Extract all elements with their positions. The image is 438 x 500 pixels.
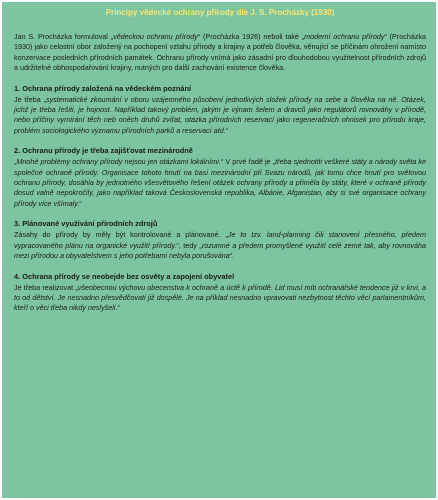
section-quote: rozumné a předem promyšlené využití celé zemé tak, aby rovnováha mezi přírodou a obyvatelstvem s jeho potřebami nebyla porušována [14,240,426,261]
section-text: Je třeba „ [14,94,46,104]
info-panel [2,2,436,498]
intro-text-5: “ (Procházka 1930) jako celostní obor založený na pochopení vztahu přírody a krajiny a potřeb člověka, věnující se příčinám ohrožení namísto konzervace posledních přírodních památek. Ochranu přírody vnímá jako zásadní pro dlouhodobou využitelnost přírodních zdrojů a udržitelné obhospodařování krajiny, nutných pro další zachování existence člověka. [14,32,426,73]
section-quote: všeobecnou výchovu obecenstva k ochraně a úctě k přírodě. Lid musí míti ochranářské tendence již v krvi, a to od dětství. Je nesnadno přesvědčovati již dospělé. Je na příklad nesnadno vpravovati nezbytnost těchto věcí parlamentníkům, kteří o věci třeba nikdy neslyšeli. [14,282,426,313]
section-heading: 2. Ochranu přírody je třeba zajišťovat mezinárodně [14,146,193,156]
section-text: “ [117,303,120,313]
section-1 [14,84,426,137]
intro-paragraph [14,32,426,74]
panel-title: Principy vědecké ochrany přírody dle J. S. Procházky (1930) [105,8,335,17]
section-paragraph [14,283,426,314]
section-quote: třeba sjednotiti veškeré státy a národy světa ke společné ochraně přírody. Organisace tohoto hnutí na basi mezinárodní při Svazu národů, jak tomu chce hnutí pro světovou ochranu přírody, dosáhla by jednotného všesvětového řešení otázek ochrany přírody a přiměla by státy, které v ochraně přírody dosud valně nepokročily, jako například taková Československá republika, Albánie, Afganistan, aby si své organisace ochrany přírody více všímaly. [14,157,426,208]
section-2 [14,146,426,209]
section-quote: Mnohé problémy ochrany přírody nejsou jen otázkami lokálními. [16,157,221,167]
section-heading: 3. Plánované využívání přírodních zdrojů [14,219,158,229]
intro-text-1: Jan S. Procházka formuloval „ [14,32,114,41]
section-text: “, tedy „ [176,240,202,250]
section-heading: 1. Ochrana přírody založená na vědeckém poznání [14,83,192,93]
section-text: „ [14,157,17,167]
section-4 [14,272,426,314]
section-paragraph [14,157,426,209]
section-3 [14,219,426,261]
section-text: “ V prvé řadě je „ [220,157,276,167]
section-paragraph [14,230,426,261]
section-quote: Je to tzv. land-planning čili stanovení přesného, předem vypracovaného plánu na organické využití přírody. [14,230,426,250]
intro-text-2: vědeckou ochranu přírody [113,32,198,41]
section-quote: systematické zkoumání v oboru vzájemného působení jednotlivých složek přírody na sebe a člověka na ně. Otázek, jichž je třeba řešiti, je hojnost. Například takový problém, jakým je výnam šelem a dravců jako regulátorů rovnováhy v přírodě, nebo příčiny vymírání těch neb oněch druhů zvířat, otázka přírodních reservací jako regeneračních ohnisek pro přírodu kraje, problém sociologického významu přírodních parků a reservací atd. [14,94,426,135]
section-text: Zásahy do přírody by měly být kontrolované a plánované. „ [14,230,228,240]
section-heading: 4. Ochrana přírody se neobejde bez osvěty a zapojení obyvatel [14,271,235,281]
intro-text-4: moderní ochranu přírody [304,32,385,41]
section-paragraph [14,95,426,137]
section-text: Je třeba realizovat „ [14,282,78,292]
section-text: “ [225,125,229,135]
intro-text-3: “ (Procházka 1926) neboli také „ [197,32,305,41]
section-text: “ [79,198,82,208]
section-text: “. [229,251,235,261]
